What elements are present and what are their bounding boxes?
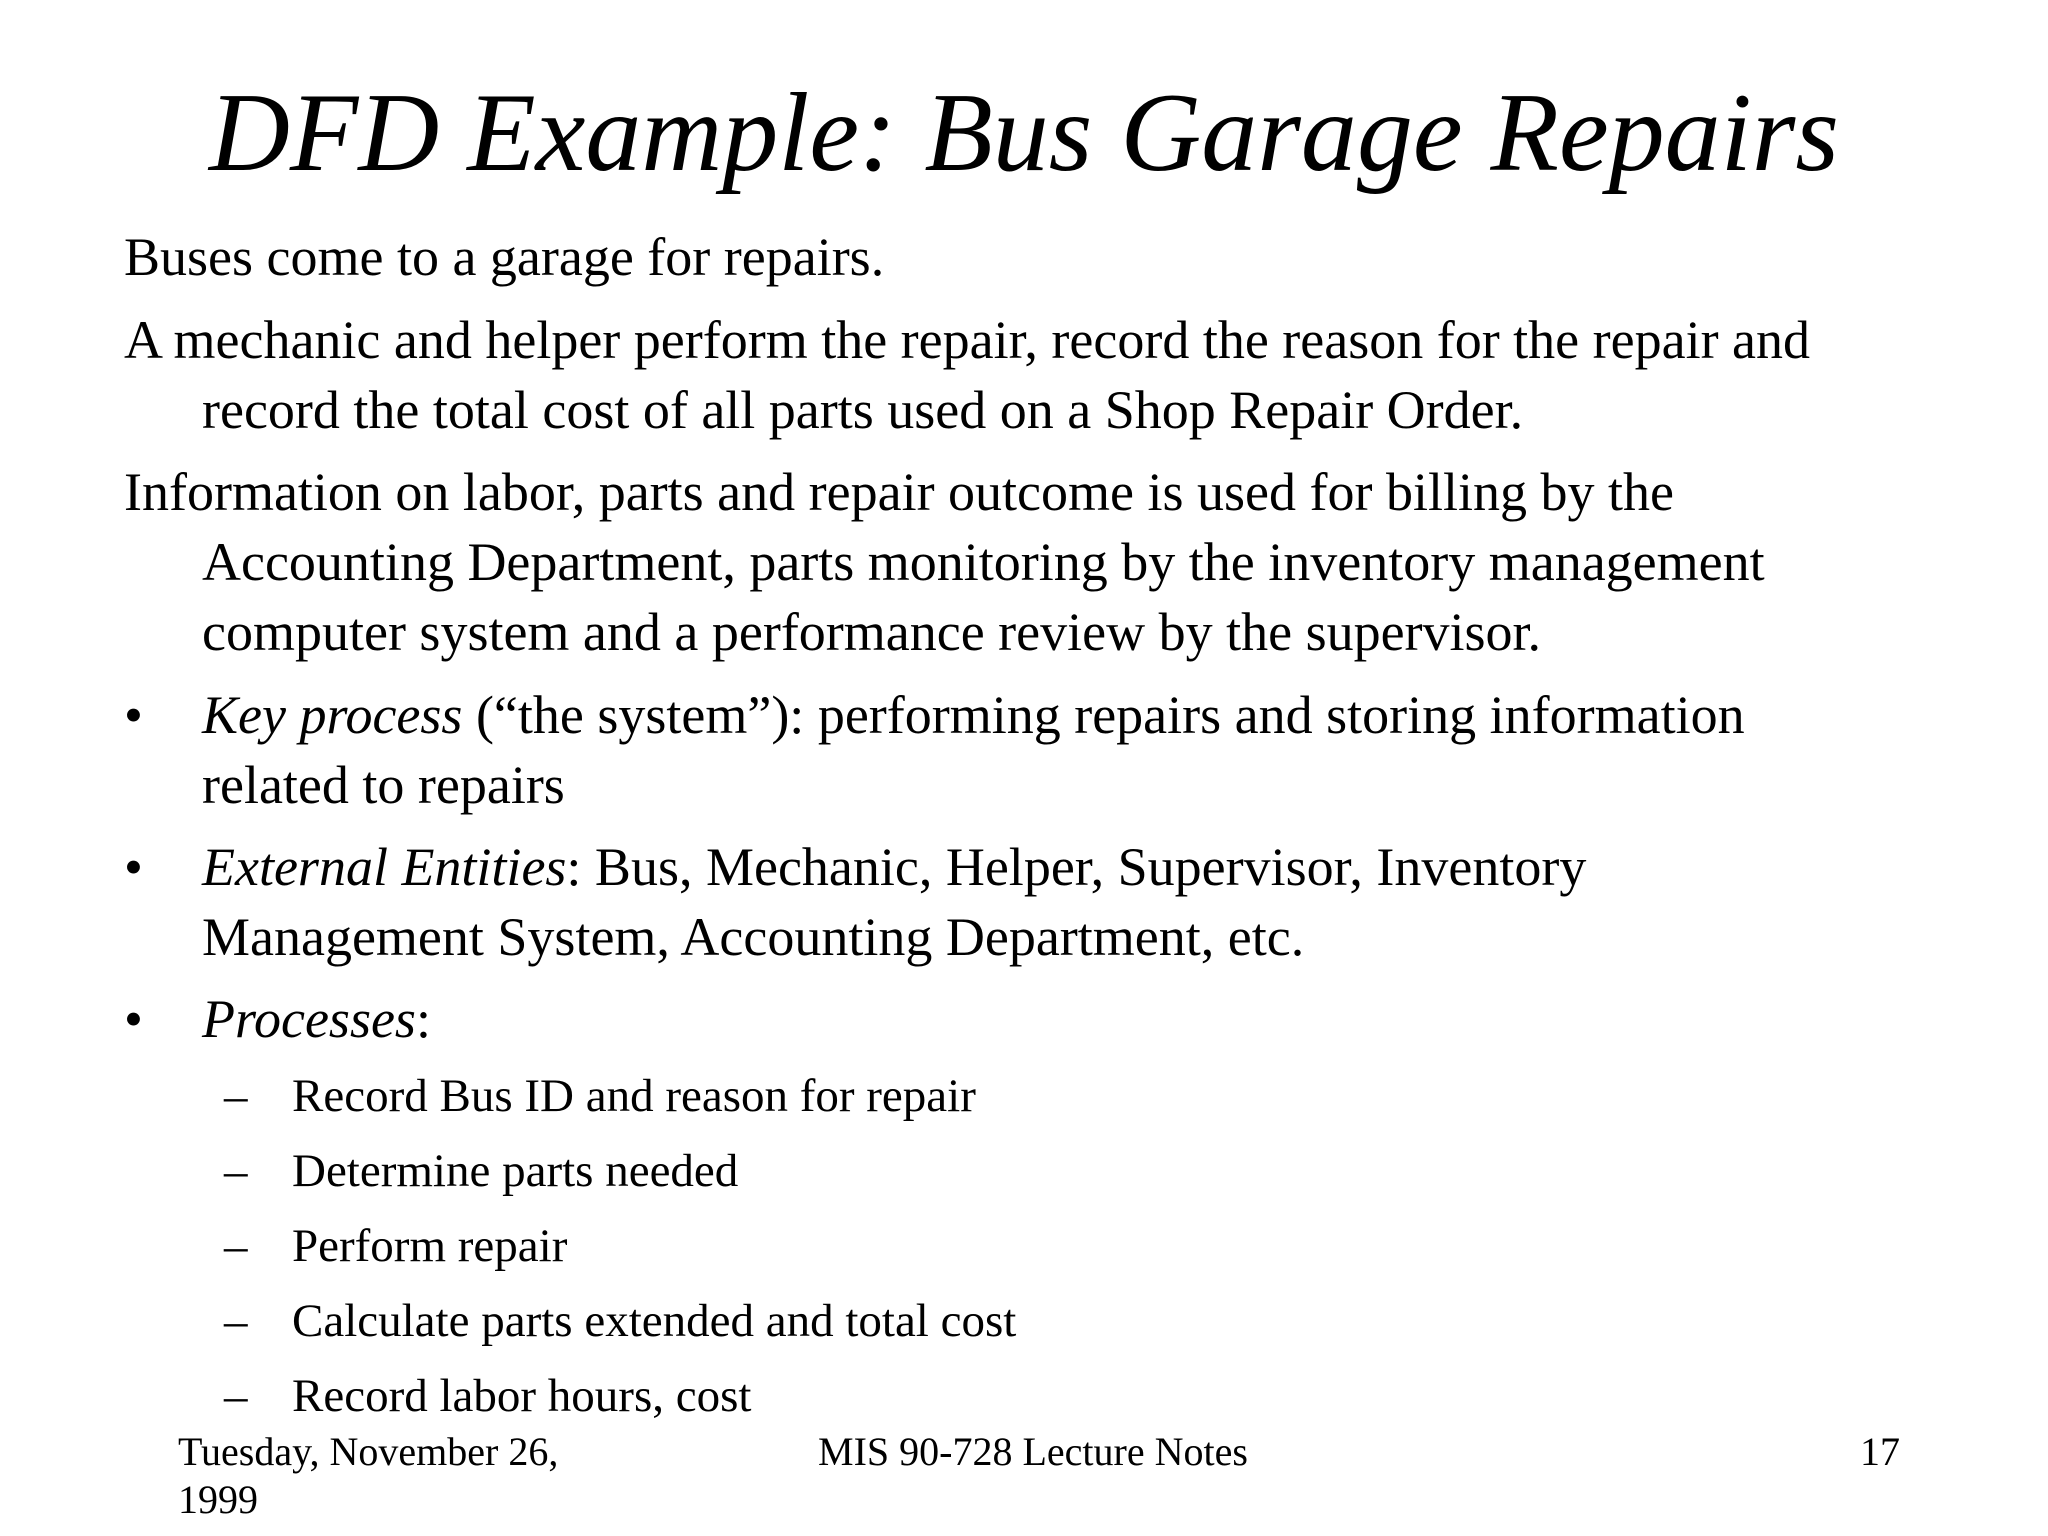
footer-date-line-1: Tuesday, November 26, bbox=[178, 1429, 559, 1474]
paragraph-line: A mechanic and helper perform the repair, record the reason for the repair and bbox=[124, 310, 1811, 370]
bullet-line bbox=[202, 680, 1944, 750]
bullet-rest: (“the system”): performing repairs and storing information bbox=[462, 685, 1745, 745]
footer-date bbox=[178, 1428, 608, 1524]
sub-item-text: Perform repair bbox=[292, 1220, 568, 1272]
slide-title: DFD Example: Bus Garage Repairs bbox=[209, 71, 1839, 195]
bullet-line-2: related to repairs bbox=[202, 755, 565, 815]
sub-item-record-labor bbox=[224, 1366, 751, 1426]
bullet-term: External Entities bbox=[202, 837, 567, 897]
dash-marker: – bbox=[224, 1370, 248, 1422]
dash-marker: – bbox=[224, 1220, 248, 1272]
dash-marker: – bbox=[224, 1145, 248, 1197]
bullet-marker: • bbox=[124, 685, 143, 745]
sub-item-text: Calculate parts extended and total cost bbox=[292, 1295, 1017, 1347]
paragraph-3 bbox=[124, 457, 1944, 667]
sub-item-text: Record labor hours, cost bbox=[292, 1370, 752, 1422]
sub-item-text: Record Bus ID and reason for repair bbox=[292, 1070, 976, 1122]
bullet-item-external-entities bbox=[124, 832, 1944, 972]
bullet-line-2: Management System, Accounting Department, etc. bbox=[202, 907, 1305, 967]
dash-marker: – bbox=[224, 1295, 248, 1347]
footer-page-number: 17 bbox=[1860, 1429, 1900, 1474]
paragraph-continuation: Accounting Department, parts monitoring by the inventory management bbox=[202, 532, 1765, 592]
paragraph-line: Information on labor, parts and repair outcome is used for billing by the bbox=[124, 462, 1674, 522]
bullet-rest: : Bus, Mechanic, Helper, Supervisor, Inventory bbox=[566, 837, 1587, 897]
paragraph-continuation: computer system and a performance review by the supervisor. bbox=[202, 602, 1542, 662]
footer-course-title: MIS 90-728 Lecture Notes bbox=[818, 1429, 1248, 1474]
bullet-rest: : bbox=[415, 989, 431, 1049]
sub-item-perform-repair bbox=[224, 1216, 567, 1276]
sub-item-determine-parts bbox=[224, 1141, 738, 1201]
bullet-line bbox=[202, 984, 1944, 1054]
sub-item-calculate-cost bbox=[224, 1291, 1016, 1351]
sub-item-record-bus-id bbox=[224, 1066, 976, 1126]
bullet-item-key-process bbox=[124, 680, 1944, 820]
dash-marker: – bbox=[224, 1070, 248, 1122]
paragraph-line: Buses come to a garage for repairs. bbox=[124, 227, 885, 287]
bullet-marker: • bbox=[124, 989, 143, 1049]
bullet-text bbox=[124, 680, 1944, 820]
sub-item-text: Determine parts needed bbox=[292, 1145, 739, 1197]
paragraph-1 bbox=[124, 222, 1944, 292]
bullet-text bbox=[124, 832, 1944, 972]
bullet-term: Key process bbox=[202, 685, 463, 745]
paragraph-2 bbox=[124, 305, 1944, 445]
footer-date-line-2: 1999 bbox=[178, 1477, 258, 1522]
bullet-marker: • bbox=[124, 837, 143, 897]
bullet-term: Processes bbox=[202, 989, 416, 1049]
paragraph-continuation: record the total cost of all parts used on a Shop Repair Order. bbox=[202, 380, 1524, 440]
bullet-line bbox=[202, 832, 1944, 902]
bullet-text bbox=[124, 984, 1944, 1054]
bullet-item-processes bbox=[124, 984, 1944, 1054]
